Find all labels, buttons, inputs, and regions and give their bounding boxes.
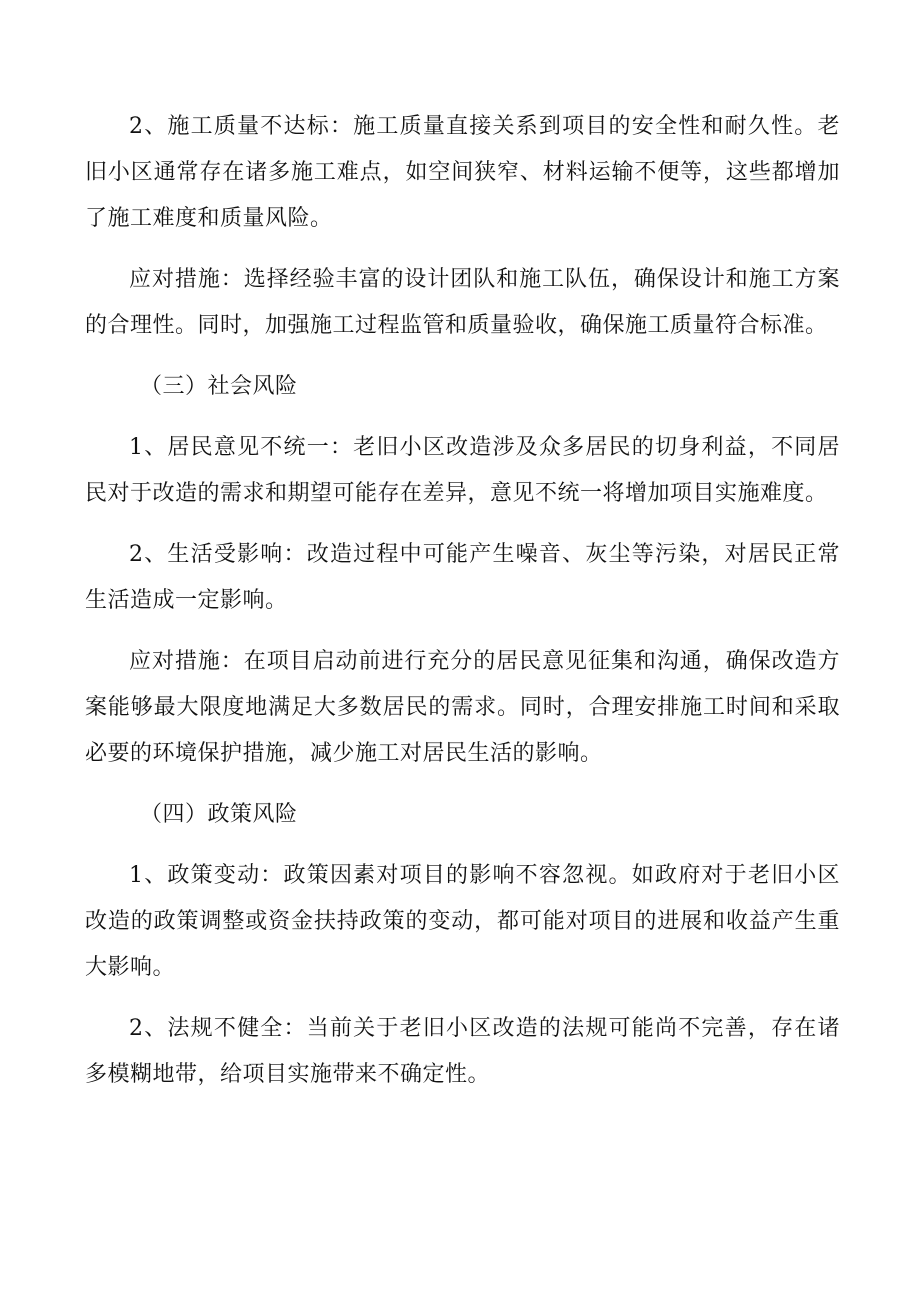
section-heading-social-risk: （三）社会风险 (140, 374, 298, 399)
paragraph-life-impact: 2、生活受影响：改造过程中可能产生噪音、灰尘等污染，对居民正常生活造成一定影响。 (85, 542, 840, 613)
paragraph-resident-opinions: 1、居民意见不统一：老旧小区改造涉及众多居民的切身利益，不同居民对于改造的需求和期望可能存在差异，意见不统一将增加项目实施难度。 (85, 435, 840, 506)
paragraph-countermeasures-technical: 应对措施：选择经验丰富的设计团队和施工队伍，确保设计和施工方案的合理性。同时，加强施工过程监管和质量验收，确保施工质量符合标准。 (85, 267, 840, 338)
paragraph-regulation-gaps: 2、法规不健全：当前关于老旧小区改造的法规可能尚不完善，存在诸多模糊地带，给项目实施带来不确定性。 (85, 1016, 840, 1087)
paragraph-construction-quality: 2、施工质量不达标：施工质量直接关系到项目的安全性和耐久性。老旧小区通常存在诸多施工难点，如空间狭窄、材料运输不便等，这些都增加了施工难度和质量风险。 (85, 114, 840, 231)
section-heading-policy-risk: （四）政策风险 (140, 802, 298, 827)
paragraph-countermeasures-social: 应对措施：在项目启动前进行充分的居民意见征集和沟通，确保改造方案能够最大限度地满足大多数居民的需求。同时，合理安排施工时间和采取必要的环境保护措施，减少施工对居民生活的影响。 (85, 649, 840, 766)
document-body (85, 104, 840, 1113)
paragraph-policy-change: 1、政策变动：政策因素对项目的影响不容忽视。如政府对于老旧小区改造的政策调整或资金扶持政策的变动，都可能对项目的进展和收益产生重大影响。 (85, 863, 840, 980)
